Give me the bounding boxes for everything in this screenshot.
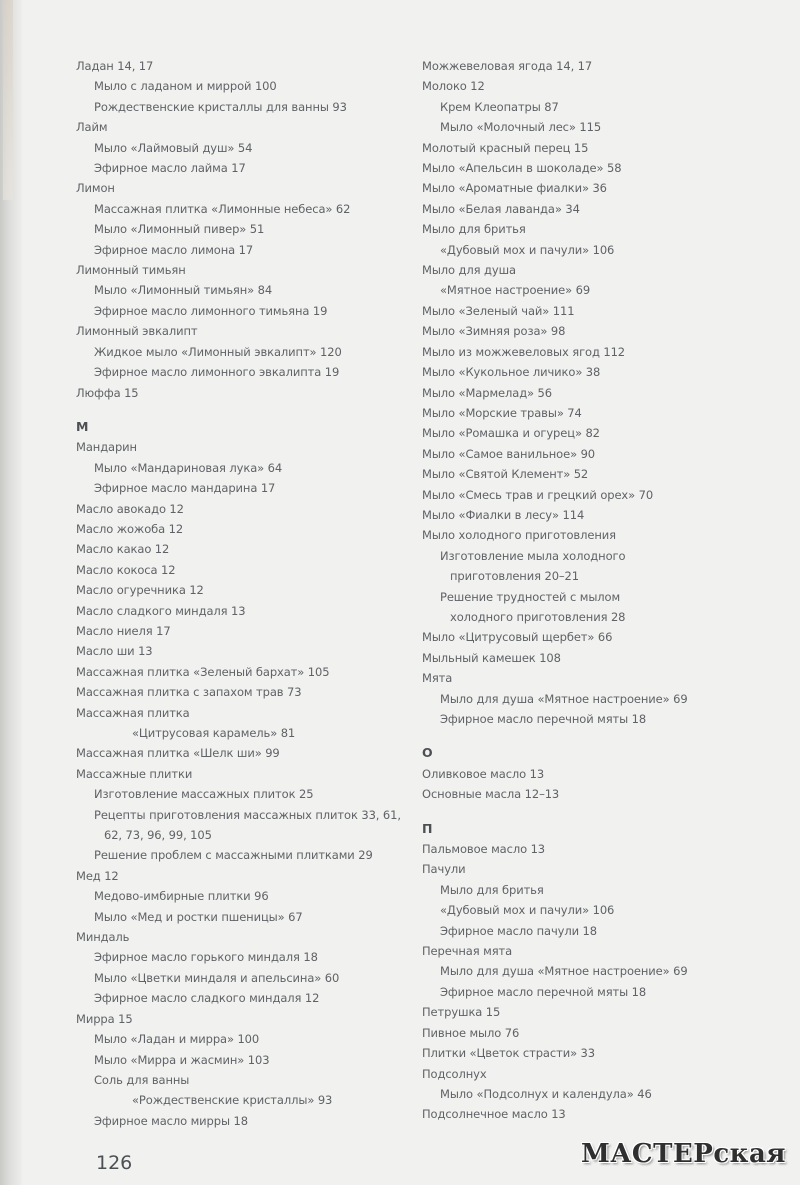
- index-subentry: 62, 73, 96, 99, 105: [104, 828, 212, 843]
- index-entry: Мыло «Мармелад» 56: [422, 385, 552, 400]
- index-entry: Массажные плитки: [76, 766, 193, 781]
- index-entry: Мыло из можжевеловых ягод 112: [422, 344, 626, 359]
- index-entry: Мыло «Святой Клемент» 52: [422, 467, 589, 482]
- index-entry: Мыло «Ромашка и огурец» 82: [422, 426, 600, 441]
- index-entry: Мыло «Цитрусовый щербет» 66: [422, 630, 613, 645]
- index-entry: Мята: [422, 671, 453, 686]
- index-entry: Пальмовое масло 13: [422, 842, 545, 857]
- index-subentry: Изготовление мыла холодного: [440, 548, 626, 563]
- index-entry: Лимонный эвкалипт: [76, 324, 198, 339]
- index-entry: Ладан 14, 17: [76, 59, 154, 73]
- index-subentry: Эфирное масло перечной мяты 18: [440, 712, 647, 726]
- index-entry: Масло огуречника 12: [76, 583, 204, 598]
- index-subentry: Мыло «Мирра и жасмин» 103: [94, 1052, 270, 1067]
- index-entry: Мандарин: [76, 440, 137, 455]
- index-subentry: Мыло «Цветки миндаля и апельсина» 60: [94, 970, 340, 985]
- index-column-right: [422, 56, 782, 1125]
- index-entry: Молоко 12: [422, 79, 485, 94]
- index-entry: Масло сладкого миндаля 13: [76, 603, 246, 618]
- index-entry: Лимонный тимьян: [76, 263, 186, 278]
- index-subentry: Мыло «Подсолнух и календула» 46: [440, 1086, 652, 1101]
- index-subentry: Мыло «Мед и ростки пшеницы» 67: [94, 909, 303, 924]
- index-entry: Люффа 15: [76, 385, 139, 400]
- page-number: 126: [96, 1152, 133, 1174]
- index-entry: Пивное мыло 76: [422, 1025, 520, 1040]
- index-entry: Масло кокоса 12: [76, 562, 176, 577]
- index-entry: Мыло «Самое ванильное» 90: [422, 446, 595, 461]
- index-subentry: «Цитрусовая карамель» 81: [132, 726, 296, 740]
- index-subentry: Соль для ванны: [94, 1072, 190, 1087]
- index-subentry: Мыло «Мандариновая лука» 64: [94, 460, 283, 475]
- index-subentry: Крем Клеопатры 87: [440, 99, 559, 114]
- index-subentry: Массажная плитка «Лимонные небеса» 62: [94, 201, 351, 216]
- index-letter-heading: М: [76, 418, 89, 434]
- index-entry: Мыльный камешек 108: [422, 650, 561, 665]
- index-entry: Подсолнух: [422, 1066, 487, 1081]
- index-entry: Массажная плитка «Шелк ши» 99: [76, 746, 280, 761]
- index-subentry: Решение трудностей с мылом: [440, 589, 621, 604]
- index-subentry: холодного приготовления 28: [450, 609, 626, 624]
- index-entry: Масло какао 12: [76, 542, 170, 557]
- index-subentry: Мыло для душа «Мятное настроение» 69: [440, 964, 688, 979]
- index-letter-heading: О: [422, 745, 433, 761]
- index-entry: Подсолнечное масло 13: [422, 1107, 566, 1122]
- index-entry: Лимон: [76, 181, 115, 196]
- index-subentry: Мыло для бритья: [440, 882, 544, 897]
- index-entry: Масло жожоба 12: [76, 521, 184, 536]
- index-entry: Основные масла 12–13: [422, 787, 560, 802]
- index-subentry: Мыло для душа «Мятное настроение» 69: [440, 691, 688, 706]
- index-subentry: Эфирное масло сладкого миндаля 12: [94, 991, 320, 1006]
- index-entry: Мыло «Фиалки в лесу» 114: [422, 507, 585, 522]
- index-subentry: Эфирное масло мирры 18: [94, 1113, 248, 1128]
- index-subentry: «Мятное настроение» 69: [440, 283, 591, 298]
- index-subentry: Рецепты приготовления массажных плиток 33, 61,: [94, 807, 401, 822]
- index-entry: Масло ниеля 17: [76, 623, 171, 638]
- index-subentry: Эфирное масло лимонного тимьяна 19: [94, 303, 328, 318]
- index-entry: Масло авокадо 12: [76, 501, 184, 516]
- index-subentry: Эфирное масло перечной мяты 18: [440, 984, 647, 999]
- index-entry: Петрушка 15: [422, 1005, 501, 1020]
- index-subentry: Мыло «Молочный лес» 115: [440, 120, 602, 135]
- index-entry: Мыло «Смесь трав и грецкий орех» 70: [422, 487, 654, 502]
- index-subentry: Эфирное масло лайма 17: [94, 161, 246, 176]
- index-entry: Мыло «Кукольное личико» 38: [422, 365, 601, 380]
- index-entry: Лайм: [76, 120, 108, 135]
- index-entry: Мыло «Зимняя роза» 98: [422, 324, 566, 339]
- index-entry: Мыло «Белая лаванда» 34: [422, 201, 580, 216]
- index-entry: Мыло «Зеленый чай» 111: [422, 303, 575, 318]
- index-entry: Масло ши 13: [76, 644, 153, 659]
- page-edge-mark: [3, 0, 13, 200]
- index-entry: Плитки «Цветок страсти» 33: [422, 1046, 595, 1061]
- index-entry: Мыло «Морские травы» 74: [422, 405, 582, 420]
- index-subentry: Эфирное масло горького миндаля 18: [94, 950, 318, 965]
- index-entry: Мыло для бритья: [422, 222, 526, 237]
- index-subentry: Мыло «Лаймовый душ» 54: [94, 140, 253, 155]
- index-subentry: Жидкое мыло «Лимонный эвкалипт» 120: [94, 344, 342, 359]
- index-subentry: Изготовление массажных плиток 25: [94, 787, 314, 802]
- index-entry: Мыло «Ароматные фиалки» 36: [422, 181, 607, 196]
- index-subentry: Мыло «Лимонный тимьян» 84: [94, 283, 273, 298]
- index-subentry: Рождественские кристаллы для ванны 93: [94, 99, 347, 114]
- watermark-logo: МАСТЕРская: [580, 1139, 786, 1169]
- index-subentry: Эфирное масло лимона 17: [94, 242, 254, 257]
- index-entry: Пачули: [422, 862, 466, 877]
- index-entry: Мыло «Апельсин в шоколаде» 58: [422, 161, 622, 176]
- index-column-left: [76, 56, 436, 1131]
- index-entry: Массажная плитка с запахом трав 73: [76, 685, 302, 700]
- index-subentry: Мыло «Ладан и мирра» 100: [94, 1032, 260, 1047]
- index-entry: Молотый красный перец 15: [422, 140, 589, 155]
- index-entry: Можжевеловая ягода 14, 17: [422, 59, 593, 73]
- index-entry: Мыло для душа: [422, 263, 516, 278]
- index-subentry: Решение проблем с массажными плитками 29: [94, 848, 373, 863]
- index-subentry: Мыло с ладаном и миррой 100: [94, 79, 277, 94]
- index-entry: Мыло холодного приготовления: [422, 528, 616, 543]
- index-entry: Массажная плитка «Зеленый бархат» 105: [76, 664, 330, 679]
- index-subentry: Эфирное масло мандарина 17: [94, 481, 276, 496]
- index-subentry: «Дубовый мох и пачули» 106: [440, 903, 615, 918]
- index-subentry: «Дубовый мох и пачули» 106: [440, 242, 615, 257]
- index-subentry: Эфирное масло лимонного эвкалипта 19: [94, 365, 340, 380]
- index-entry: Массажная плитка: [76, 705, 190, 720]
- index-entry: Перечная мята: [422, 944, 513, 959]
- index-entry: Мирра 15: [76, 1011, 133, 1026]
- index-subentry: «Рождественские кристаллы» 93: [132, 1093, 333, 1108]
- index-subentry: Мыло «Лимонный пивер» 51: [94, 222, 265, 237]
- index-subentry: приготовления 20–21: [450, 569, 579, 584]
- index-entry: Миндаль: [76, 930, 130, 945]
- index-subentry: Медово-имбирные плитки 96: [94, 889, 269, 904]
- index-entry: Мед 12: [76, 868, 119, 883]
- index-subentry: Эфирное масло пачули 18: [440, 923, 597, 938]
- index-entry: Оливковое масло 13: [422, 766, 545, 781]
- index-letter-heading: П: [422, 820, 433, 836]
